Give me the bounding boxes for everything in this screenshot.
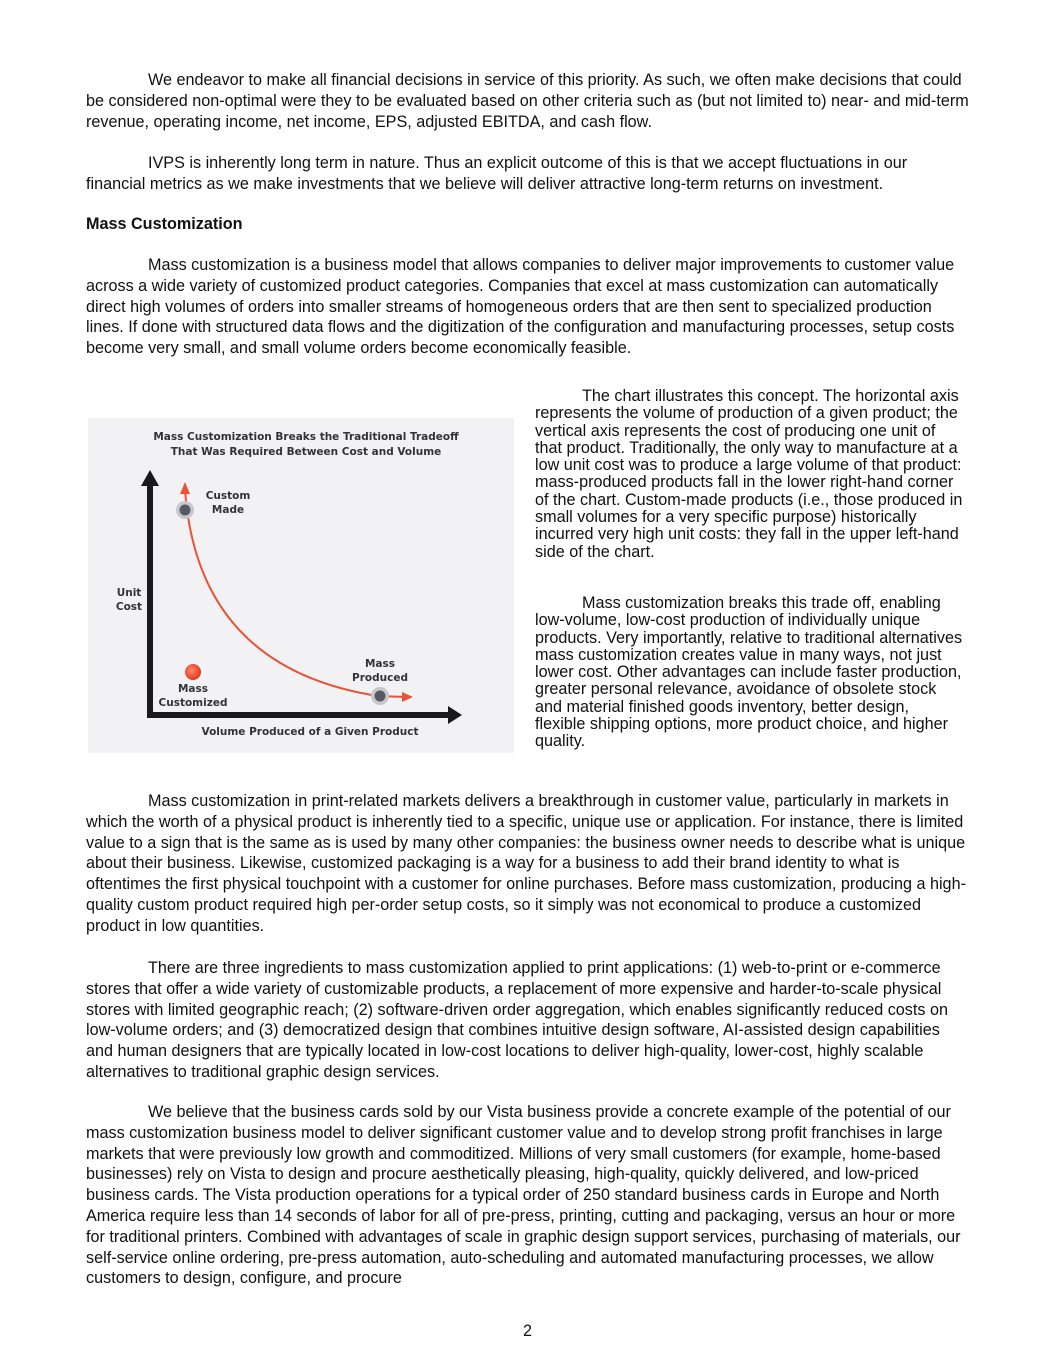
label-mass-customized-1: Mass <box>177 683 209 695</box>
paragraph-ivps: IVPS is inherently long term in nature. Thus an explicit outcome of this is that we accept fluctuations in our financial metrics as we make investments that we believe will deliver attractive long-term returns on investment. <box>86 154 908 193</box>
mass-customized-point <box>185 664 201 680</box>
paragraph-print-markets: Mass customization in print-related markets delivers a breakthrough in customer value, particularly in markets in which the worth of a physical product is inherently tied to a specific, unique use or application. For instance, there is limited value to a sign that is the same as is used by many other companies: the business owner needs to describe what is unique about their business. Likewise, customized packaging is a way for a business to add their brand identity to what is oftentimes the first physical touchpoint with a customer for online purchases. Before mass customization, producing a high-quality custom product required high per-order setup costs, so it simply was not economical to produce a customized product in low quantities. <box>86 792 966 935</box>
paragraph-business-cards: We believe that the business cards sold by our Vista business provide a concrete example of the potential of our mass customization business model to deliver significant customer value and to develop strong profit franchises in large markets that were previously low growth and commoditized. Millions of very small customers (for example, home-based businesses) rely on Vista to design and procure aesthetically pleasing, high-quality, quickly delivered, and low-priced business cards. The Vista production operations for a typical order of 250 standard business cards in Europe and North America require less than 14 seconds of labor for all of pre-press, printing, cutting and packaging, versus an hour or more for traditional printers. Combined with advantages of scale in graphic design support services, purchasing of materials, our self-service online ordering, pre-press automation, auto-scheduling and automated manufacturing processes, we allow customers to design, configure, and procure <box>86 1103 961 1288</box>
label-mass-customized-2: Customized <box>158 697 228 709</box>
page-number: 2 <box>522 1322 532 1340</box>
curve-arrow-right <box>402 692 413 702</box>
paragraph-three-ingredients: There are three ingredients to mass customization applied to print applications: (1) web-to-print or e-commerce stores that offer a wide variety of customizable products, a replacement of more expensive and harder-to-scale physical stores with limited geographic reach; (2) software-driven order aggregation, which enables significantly reduced costs on low-volume orders; and (3) democratized design that combines intuitive design software, AI-assisted design capabilities and human designers that are typically located in low-cost locations to deliver high-quality, lower-cost, highly scalable alternatives to traditional graphic design services. <box>86 959 948 1081</box>
chart-title-line2: That Was Required Between Cost and Volume <box>170 446 442 458</box>
label-mass-produced-2: Produced <box>352 672 408 684</box>
y-axis-label-1: Unit <box>116 587 142 599</box>
label-custom-made-2: Made <box>211 504 245 516</box>
curve-arrow-up <box>180 482 190 494</box>
paragraph-tradeoff: Mass customization breaks this trade off, enabling low-volume, low-cost production of individually unique products. Very importantly, relative to traditional alternatives mass customization creates value in many ways, not just lower cost. Other advantages can include faster production, greater personal relevance, avoidance of obsolete stock and material finished goods inventory, better design, flexible shipping options, more product choice, and higher quality. <box>535 594 963 751</box>
x-axis-label: Volume Produced of a Given Product <box>201 726 419 738</box>
chart-title-line1: Mass Customization Breaks the Traditional Tradeoff <box>153 431 459 443</box>
paragraph-chart-explanation: The chart illustrates this concept. The horizontal axis represents the volume of production of a given product; the vertical axis represents the cost of producing one unit of that product. Traditionally, the only way to manufacture at a low unit cost was to produce a large volume of that product: mass-produced products fall in the lower right-hand corner of the chart. Custom-made products (i.e., those produced in small volumes for a very specific purpose) historically incurred very high unit costs: they fall in the upper left-hand side of the chart. <box>535 387 963 561</box>
section-heading: Mass Customization <box>86 215 243 233</box>
tradeoff-chart <box>88 418 514 753</box>
label-custom-made-1: Custom <box>205 490 251 502</box>
y-axis-label-2: Cost <box>115 601 143 613</box>
paragraph-mass-customization: Mass customization is a business model that allows companies to deliver major improvements to customer value across a wide variety of customized product categories. Companies that excel at mass customization can automatically direct high volumes of orders into smaller streams of homogeneous orders that are then sent to specialized production lines. If done with structured data flows and the digitization of the configuration and manufacturing processes, setup costs become very small, and small volume orders become economically feasible. <box>86 256 955 358</box>
y-axis <box>141 470 159 715</box>
paragraph-financial-decisions: We endeavor to make all financial decisions in service of this priority. As such, we often make decisions that could be considered non-optimal were they to be evaluated based on other criteria such as (but not limited to) near- and mid-term revenue, operating income, net income, EPS, adjusted EBITDA, and cash flow. <box>86 71 969 131</box>
label-mass-produced-1: Mass <box>364 658 396 670</box>
